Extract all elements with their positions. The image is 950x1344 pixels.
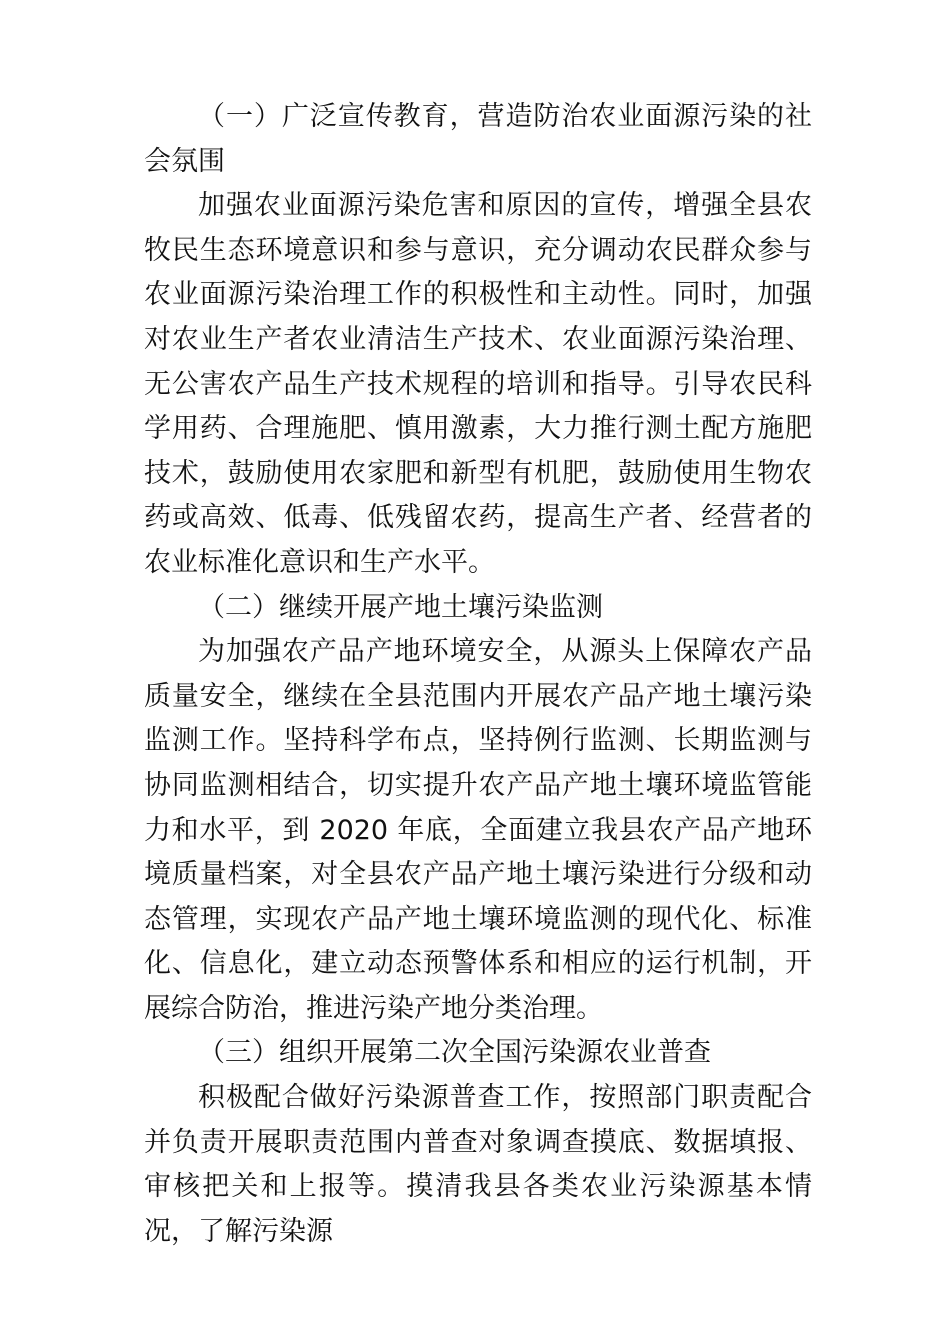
body-paragraph-1: 加强农业面源污染危害和原因的宣传，增强全县农牧民生态环境意识和参与意识，充分调动农民群众参与农业面源污染治理工作的积极性和主动性。同时，加强对农业生产者农业清洁生产技术、农业面源污染治理、无公害农产品生产技术规程的培训和指导。引导农民科学用药、合理施肥、慎用激素，大力推行测土配方施肥技术，鼓励使用农家肥和新型有机肥，鼓励使用生物农药或高效、低毒、低残留农药，提高生产者、经营者的农业标准化意识和生产水平。 — [144, 190, 812, 578]
body-paragraph-3: 积极配合做好污染源普查工作，按照部门职责配合并负责开展职责范围内普查对象调查摸底、数据填报、审核把关和上报等。摸清我县各类农业污染源基本情况，了解污染源 — [144, 1082, 812, 1247]
section-heading-2: （二）继续开展产地土壤污染监测 — [198, 591, 603, 623]
document-body — [144, 95, 812, 1254]
body-paragraph-2: 为加强农产品产地环境安全，从源头上保障农产品质量安全，继续在全县范围内开展农产品产地土壤污染监测工作。坚持科学布点，坚持例行监测、长期监测与协同监测相结合，切实提升农产品产地土壤环境监管能力和水平，到 2020 年底，全面建立我县农产品产地环境质量档案，对全县农产品产地土壤污染进行分级和动态管理，实现农产品产地土壤环境监测的现代化、标准化、信息化，建立动态预警体系和相应的运行机制，开展综合防治，推进污染产地分类治理。 — [144, 636, 812, 1024]
section-heading-3: （三）组织开展第二次全国污染源农业普查 — [198, 1037, 711, 1069]
section-heading-1: （一）广泛宣传教育，营造防治农业面源污染的社会氛围 — [144, 101, 812, 177]
